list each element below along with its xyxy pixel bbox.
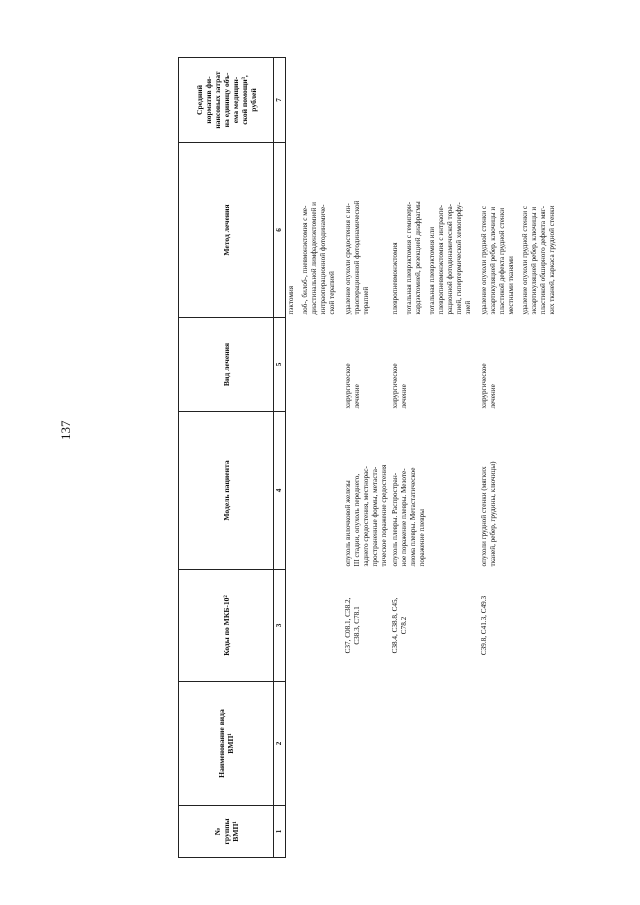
treatment-cell — [286, 318, 344, 412]
column-number: 4 — [274, 412, 286, 570]
name-cell — [343, 682, 390, 806]
method-item: удаление опухоли грудной стенки с экзартикуляцией ребер, ключицы и пластикой дефекта грудной стенки местными тканями — [480, 205, 515, 315]
header-cost: Средний норматив фи- нансовых затрат на единицу объ- ема медицин- ской помощи³, рублей — [179, 58, 274, 143]
method-item: пэктомия — [287, 285, 295, 315]
cost-cell — [390, 58, 479, 143]
header-treatment-type: Вид лечения — [179, 318, 274, 412]
table-row — [479, 58, 563, 858]
model-cell: опухоль плевры. Распростран- ное поражение плевры. Мезоте- лиома плевры. Метастатическое поражение плевры — [391, 467, 426, 567]
group-cell — [479, 806, 563, 858]
group-cell — [286, 806, 344, 858]
method-item: плевропневмонэктомия — [391, 242, 399, 315]
method-item: лоб-, билоб-, пневмонэктомия с ме- диастинальной лимфаденэктомией и интраоперационной фотодинамиче- ской терапией — [301, 201, 336, 315]
column-number: 5 — [274, 318, 286, 412]
column-number: 1 — [274, 806, 286, 858]
header-vmp-name: Наименование вида ВМП¹ — [179, 682, 274, 806]
column-number: 3 — [274, 570, 286, 682]
method-cell — [286, 143, 344, 318]
method-cell — [343, 143, 390, 318]
header-group-number: № группы ВМП¹ — [179, 806, 274, 858]
group-cell — [390, 806, 479, 858]
header-treatment-method: Метод лечения — [179, 143, 274, 318]
codes-cell: C39.8, C41.3, C49.3 — [480, 595, 488, 656]
table-row — [343, 58, 390, 858]
column-number-row — [274, 58, 286, 858]
column-number: 2 — [274, 682, 286, 806]
cost-cell — [286, 58, 344, 143]
header-patient-model: Модель пациента — [179, 412, 274, 570]
treatment-cell: хирургическое лечение — [480, 363, 497, 409]
codes-cell: C38.4, C38.8, C45, C78.2 — [391, 597, 408, 654]
group-cell — [343, 806, 390, 858]
method-item: удаление опухоли грудной стенки с экзартикуляцией ребер, ключицы и пластикой обширного дефекта мяг- ких тканей, каркаса грудной стенки — [521, 205, 556, 315]
method-item: удаление опухоли средостения с ин- траоперационной фотодинамической терапией — [344, 200, 370, 315]
cost-cell — [343, 58, 390, 143]
header-row — [179, 58, 274, 858]
name-cell — [390, 682, 479, 806]
treatment-cell: хирургическое лечение — [391, 363, 408, 409]
rotated-table-region — [178, 58, 618, 858]
header-icd-codes: Коды по МКБ-10² — [179, 570, 274, 682]
model-cell: опухоли грудной стенки (мягких тканей, ребер, грудины, ключицы) — [480, 461, 497, 567]
model-cell: опухоль вилочковой железы III стадии, опухоль переднего, заднего средостения, местнорас- пространенные формы, метаста- тическое поражение средостения — [344, 464, 388, 567]
treatment-cell: хирургическое лечение — [344, 363, 361, 409]
method-item: тотальная плеврэктомия или плевропневмонэктомия с интраопе- рационной фотодинамической тера- пией, гипертермической хемоперфу- зией — [428, 202, 472, 315]
codes-cell: C37, C08.1, C38.2, C38.3, C78.1 — [344, 597, 361, 654]
column-number: 6 — [274, 143, 286, 318]
page-number: 137 — [58, 420, 73, 440]
vmp-table — [178, 57, 563, 858]
table-row — [390, 58, 479, 858]
method-item: тотальная плеврэктомия с гемипери- кардэктомией, резекцией диафрагмы — [405, 201, 422, 315]
cost-cell — [479, 58, 563, 143]
table-row — [286, 58, 344, 858]
column-number: 7 — [274, 58, 286, 143]
name-cell — [479, 682, 563, 806]
method-cell — [479, 143, 563, 318]
name-cell — [286, 682, 344, 806]
codes-cell — [286, 570, 344, 682]
model-cell — [286, 412, 344, 570]
method-cell — [390, 143, 479, 318]
